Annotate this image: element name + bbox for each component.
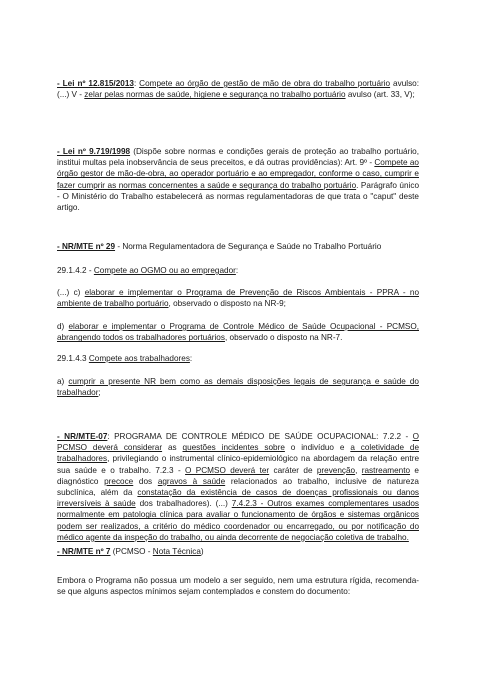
paragraph-nr-07 (57, 431, 419, 543)
text: , privilegiando o instrumental clínico-epidemiológico na abordagem da relação entre sua saúde e o trabalho. 7.2.3 - (57, 454, 419, 475)
underlined-text: questões incidentes sobre (182, 443, 285, 453)
text: : (189, 354, 193, 363)
text: caráter de (269, 465, 317, 475)
text: 29.1.4.3 (57, 354, 89, 363)
text: a) (57, 377, 69, 386)
paragraph-item-c (57, 287, 419, 309)
text: : PROGRAMA DE CONTROLE MÉDICO DE SAÚDE OCUPACIONAL: 7.2.2 - (107, 432, 413, 441)
text: (...) c) (57, 288, 85, 297)
paragraph-29-1-4-3 (57, 353, 419, 364)
text: (PCMSO - (110, 547, 153, 556)
text: , (355, 465, 362, 475)
paragraph-29-1-4-2 (57, 265, 419, 276)
text: o indivíduo e (284, 443, 351, 453)
text: , observado o disposto na NR-7. (224, 333, 343, 343)
underlined-text: O PCMSO deverá considerar (57, 432, 419, 453)
underlined-text: Compete ao órgão de gestão de mão de obra do trabalho portuário (139, 79, 391, 88)
underlined-text: 7.4.2.3 - Outros exames complementares usados normalmente em patologia clínica para avaliar o funcionamento de órgãos e sistemas orgânicos podem ser realizados, a critério do médico coordenador ou encarregado, ou por notificação do médico agente da inspeção do trabalho, ou ainda decorrente de negociação coletiva de trabalho. (57, 499, 419, 542)
underlined-text: rastreamento (361, 465, 411, 475)
underlined-text: constatação da existência de casos de doenças profissionais ou danos irreversíveis à saúde (57, 488, 419, 509)
text: ; (98, 388, 101, 398)
text: dos (133, 476, 158, 486)
text: : (235, 266, 239, 275)
law-reference: - NR/MTE nº 29 (57, 242, 116, 251)
underlined-text: Nota Técnica (152, 547, 201, 556)
text: - Norma Regulamentadora de Segurança e Saúde no Trabalho Portuário (115, 242, 382, 251)
text: as (162, 443, 183, 453)
underlined-text: precoce (104, 476, 134, 486)
text: 29.1.4.2 - (57, 266, 94, 275)
law-reference: - NR/MTE nº 7 (57, 547, 111, 556)
law-reference: - Lei nº 12.815/2013 (57, 79, 134, 88)
underlined-text: agravos à saúde (157, 476, 226, 486)
text: dos trabalhadores). (...) (135, 499, 232, 509)
text: ) (200, 547, 204, 556)
paragraph-embora: Embora o Programa não possua um modelo a ser seguido, nem uma estrutura rígida, recomenda-se que alguns aspectos mínimos sejam contemplados e constem do documento: (57, 576, 419, 597)
underlined-text: O PCMSO deverá ter (185, 465, 270, 475)
underlined-text: zelar pelas normas de saúde, higiene e segurança no trabalho portuário (84, 90, 346, 100)
underlined-text: Compete ao órgão gestor de mão-de-obra, ao operador portuário e ao empregador, conforme o caso, cumprir e fazer cumprir as normas concernentes a saúde e segurança do trabalho portuário (57, 158, 419, 190)
law-reference: - NR/MTE-07 (57, 432, 108, 441)
underlined-text: cumprir a presente NR bem como as demais disposições legais de segurança e saúde do trabalhador (57, 377, 419, 398)
text: . Parágrafo único - O Ministério do Trabalho estabelecerá as normas regulamentadoras de que trata o "caput" deste artigo. (57, 180, 419, 213)
underlined-text: a coletividade de trabalhadores (57, 443, 420, 464)
text: d) (57, 322, 69, 331)
underlined-text: elaborar e implementar o Programa de Prevenção de Riscos Ambientais - PPRA - no ambiente de trabalho portuário (57, 288, 419, 309)
paragraph-lei-9719 (57, 146, 419, 213)
text: , observado o disposto na NR-9; (168, 299, 286, 309)
paragraph-item-a (57, 376, 419, 398)
text: (Dispõe sobre normas e condições gerais de proteção ao trabalho portuário, institui multas pela inobservância de seus preceitos, e dá outras providências): Art. 9º - (57, 147, 419, 168)
text: avulso (art. 33, V); (345, 90, 415, 100)
underlined-text: prevenção (316, 465, 356, 475)
paragraph-lei-12815 (57, 78, 419, 100)
text: relacionados ao trabalho, inclusive de natureza subclínica, além da (57, 476, 419, 498)
underlined-text: Compete ao OGMO ou ao empregador (93, 266, 236, 275)
paragraph-nr-29 (57, 241, 419, 252)
text: avulso: (...) V - (57, 79, 419, 100)
paragraph-item-d (57, 321, 419, 343)
text: : (133, 79, 140, 88)
law-reference: - Lei nº 9.719/1998 (57, 147, 131, 156)
text: e diagnóstico (57, 465, 419, 486)
underlined-text: elaborar e implementar o Programa de Controle Médico de Saúde Ocupacional - PCMSO, abrangendo todos os trabalhadores portuários (57, 322, 419, 343)
paragraph-nr-7 (57, 546, 419, 557)
underlined-text: Compete aos trabalhadores (88, 354, 190, 363)
